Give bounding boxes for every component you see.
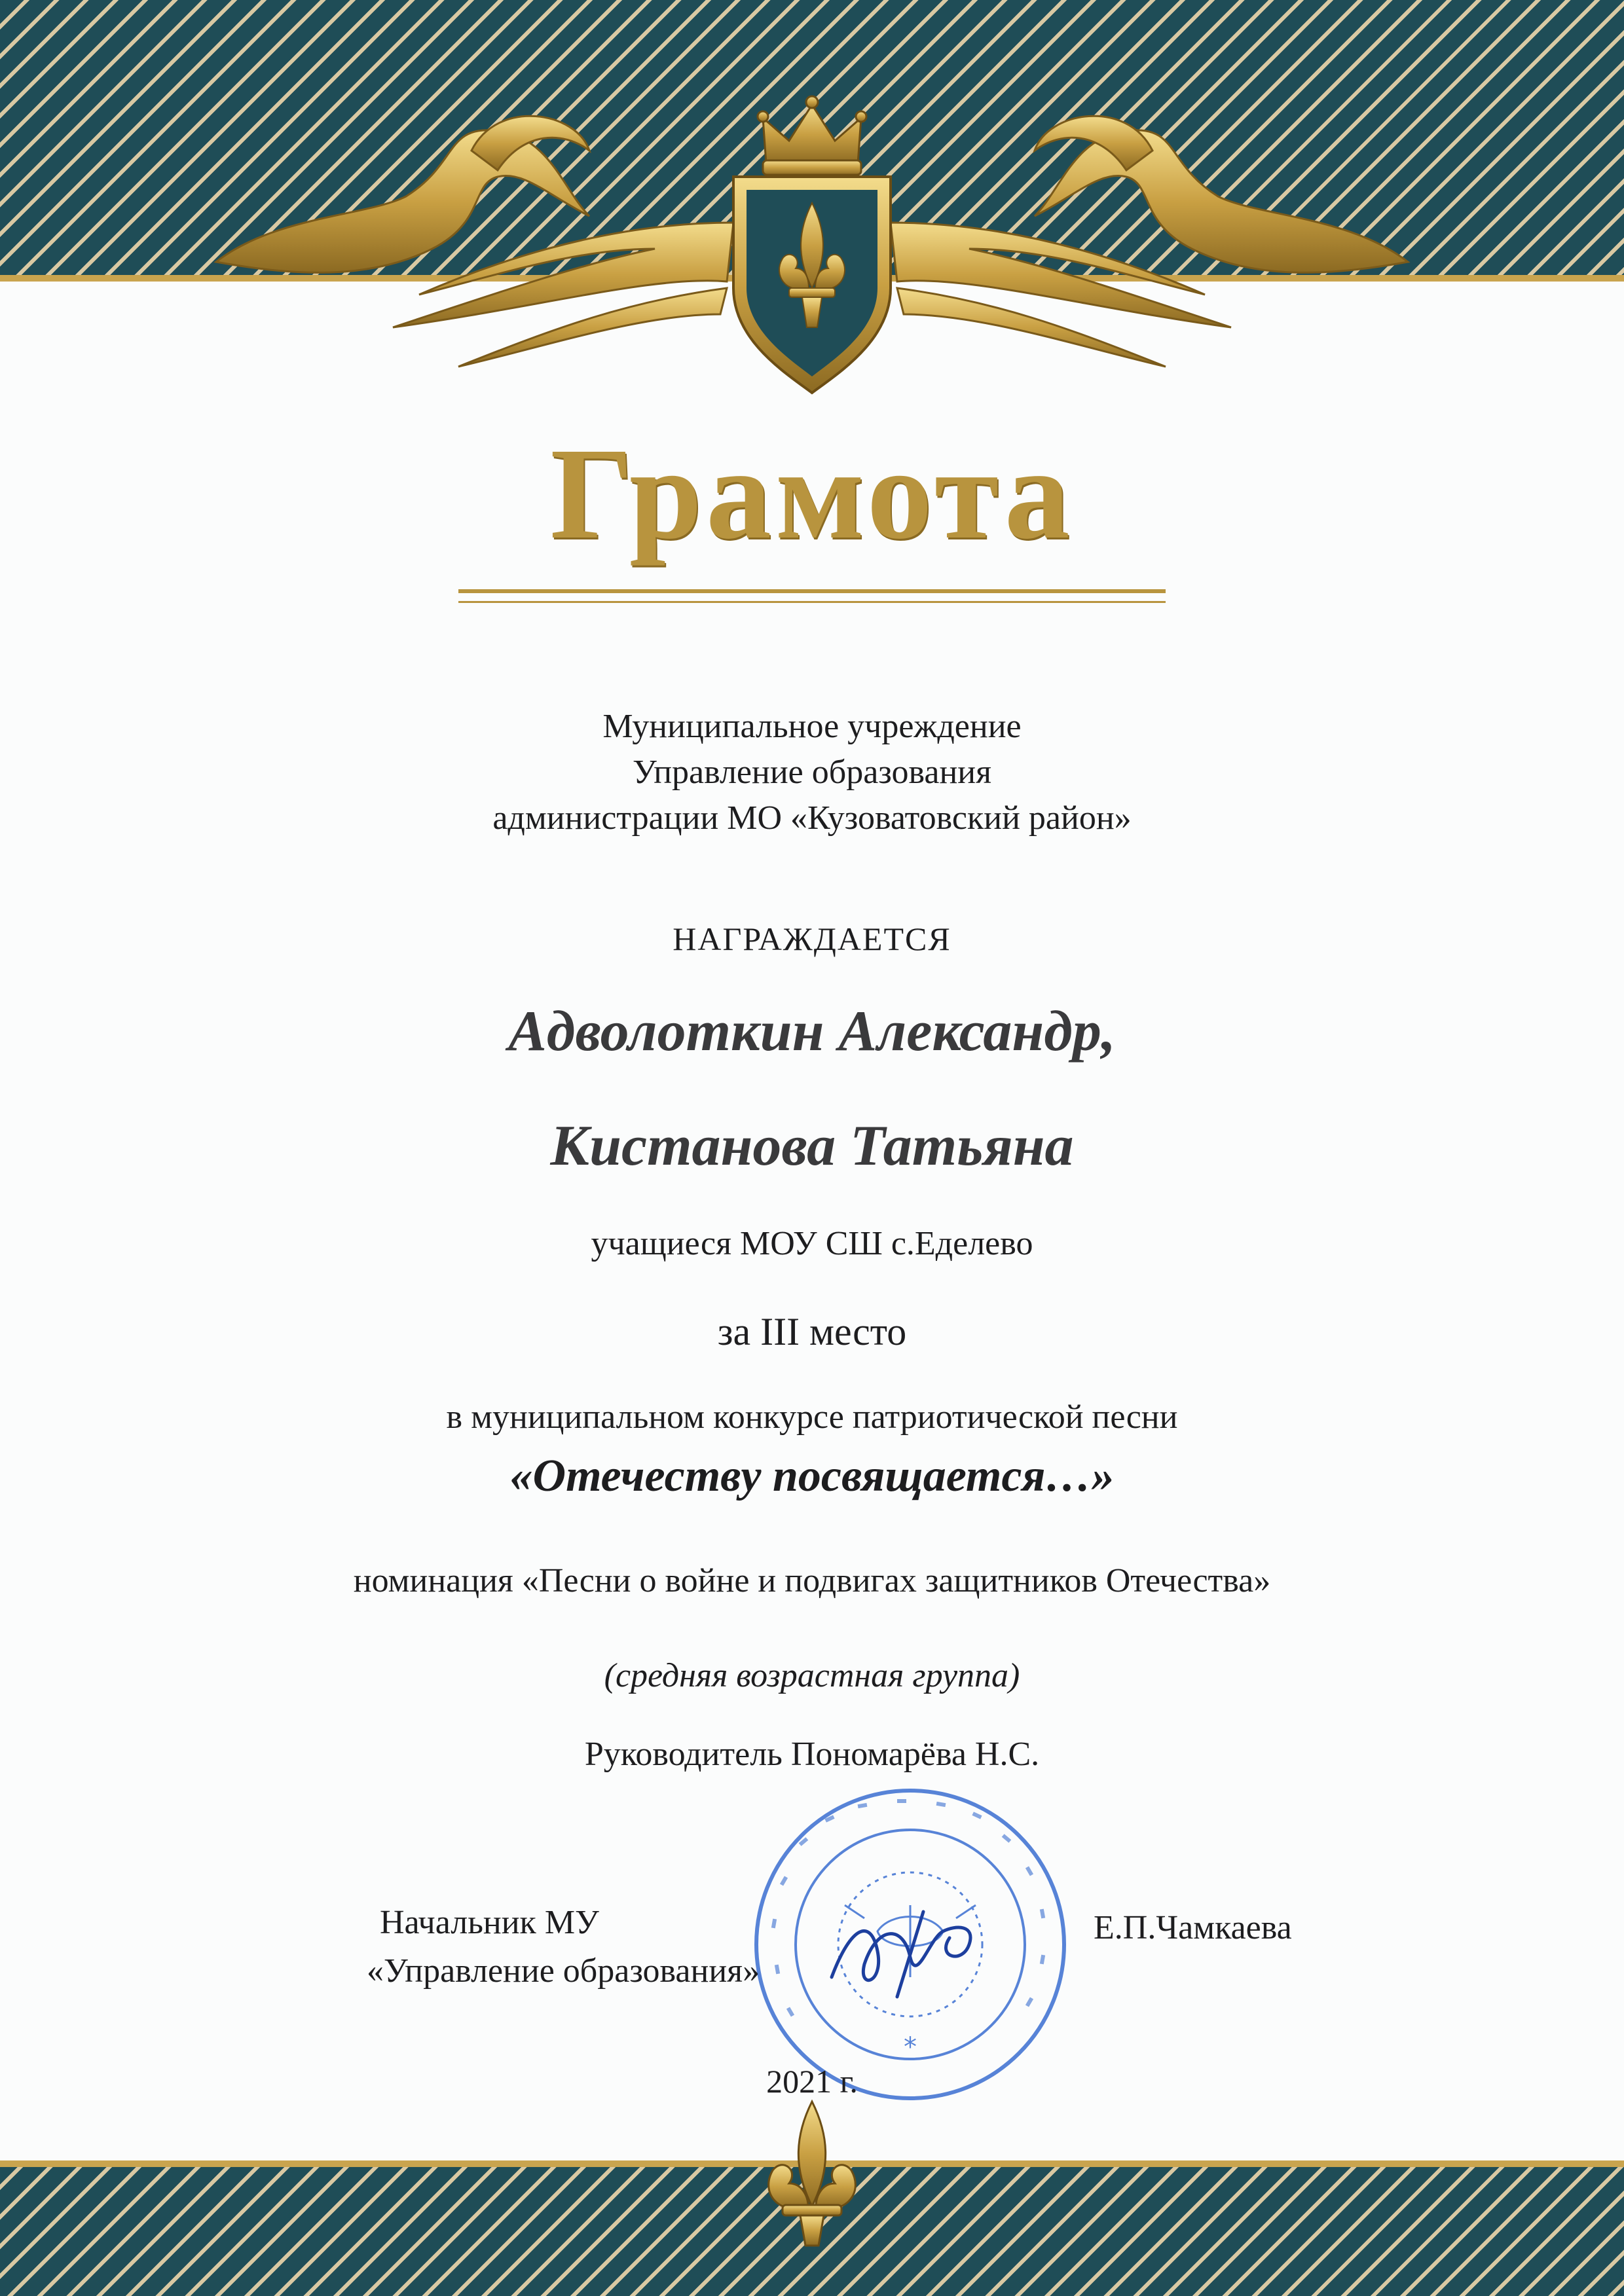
recipients-description: учащиеся МОУ СШ с.Еделево [591, 1225, 1033, 1262]
signatory-position [367, 1899, 760, 1995]
right-scroll-ornament [1035, 116, 1408, 272]
svg-text:*: * [904, 2032, 917, 2062]
crown-icon [758, 96, 866, 175]
wing-icon [891, 223, 1231, 367]
signatory-position-line-2: «Управление образования» [367, 1952, 760, 1990]
recipient-name-2: Кистанова Татьяна [550, 1114, 1074, 1178]
certificate-title-block [458, 393, 1166, 629]
left-scroll-ornament [216, 116, 589, 272]
contest-title: «Отечеству посвящается…» [509, 1451, 1115, 1501]
organization-line-2: Управление образования [632, 754, 992, 791]
certificate-year: 2021 г. [766, 2063, 858, 2100]
signatory-position-line-1: Начальник МУ [380, 1904, 599, 1941]
crest-emblem [0, 0, 1624, 406]
fleur-de-lis-icon [747, 2095, 877, 2252]
title-underline-thin [458, 601, 1166, 603]
signature [819, 1899, 989, 2003]
contest-intro: в муниципальном конкурсе патриотической песни [446, 1398, 1178, 1436]
organization-line-1: Муниципальное учреждение [602, 708, 1022, 745]
signatory-name: Е.П.Чамкаева [1094, 1909, 1292, 1946]
title-underline [458, 589, 1166, 593]
age-group: (средняя возрастная группа) [604, 1657, 1020, 1694]
shield-icon [733, 177, 891, 393]
supervisor: Руководитель Пономарёва Н.С. [584, 1736, 1040, 1773]
place-awarded: за III место [717, 1310, 907, 1353]
recipient-name-1: Адволоткин Александр, [508, 1000, 1116, 1063]
nomination: номинация «Песни о войне и подвигах защитников Отечества» [353, 1562, 1271, 1599]
organization-line-3: администрации МО «Кузоватовский район» [492, 799, 1132, 837]
awarded-label: НАГРАЖДАЕТСЯ [673, 920, 951, 957]
wing-icon [393, 223, 733, 367]
certificate-title: Грамота [550, 422, 1074, 566]
